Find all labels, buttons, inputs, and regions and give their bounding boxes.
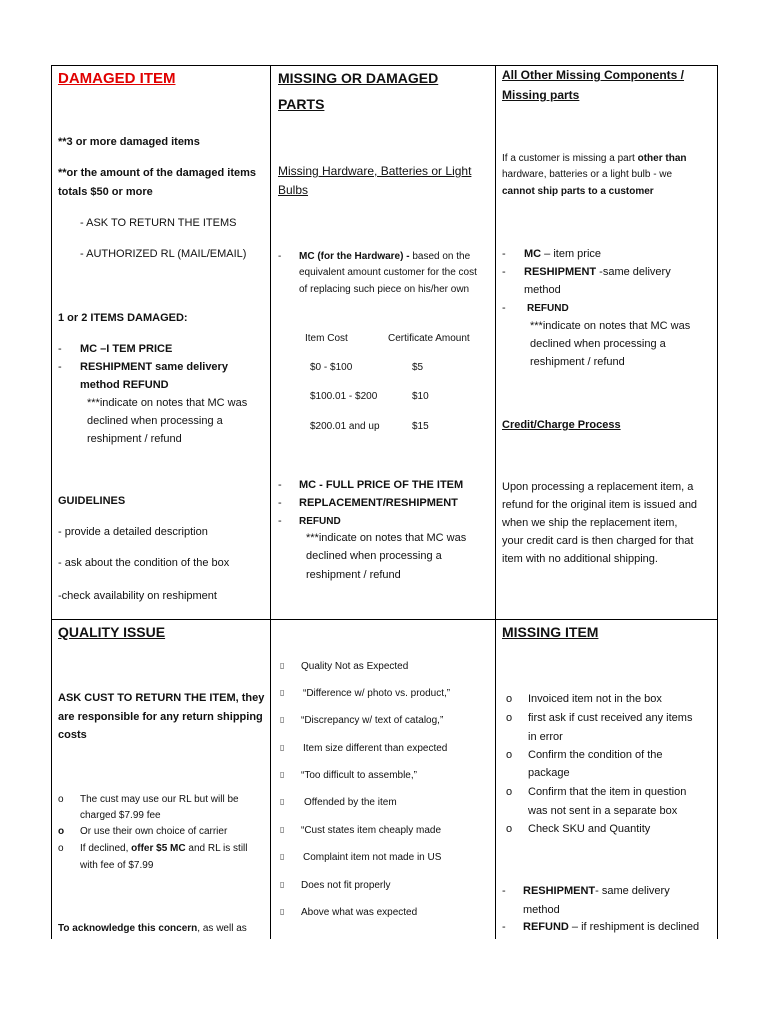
other-note-cont2: reshipment / refund [530,356,625,368]
guideline-2: - ask about the condition of the box [58,557,230,569]
quality-option-3-rest: and RL is still [185,843,248,854]
other-intro-line [502,153,687,164]
list-dash: - [278,497,282,509]
reason-item: “Too difficult to assemble,” [301,770,417,781]
damaged-rule-1: **3 or more damaged items [58,136,200,148]
reason-item: Offended by the item [304,797,397,808]
missing-step-2-cont: in error [528,731,563,743]
mc-full-price-line: MC - FULL PRICE OF THE ITEM [299,479,464,491]
reason-item: Complaint item not made in US [303,852,442,863]
damaged-item-title: DAMAGED ITEM [58,70,176,87]
checkbox-icon: ▯ [280,825,285,834]
bullet-icon: o [506,749,513,761]
mc-hardware-label: MC (for the Hardware) - [299,251,410,262]
damaged-mc-line: MC –I TEM PRICE [80,343,173,355]
reason-item: Quality Not as Expected [301,661,409,672]
other-intro-line-3: cannot ship parts to a customer [502,186,654,197]
quality-option-1-cont: charged $7.99 fee [80,810,161,821]
other-mc-rest: – item price [541,248,602,260]
missing-refund-line [523,921,699,933]
missing-step-1: Invoiced item not in the box [528,693,662,705]
refund-line: REFUND [299,516,341,527]
missing-step-4-cont: was not sent in a separate box [528,805,678,817]
reason-item: Does not fit properly [301,880,391,891]
other-missing-title-cont: Missing parts [502,88,580,102]
certificate-amount-cell: $10 [412,391,429,402]
other-missing-title: All Other Missing Components / [502,68,685,82]
guideline-3: -check availability on reshipment [58,590,217,602]
credit-text-1: Upon processing a replacement item, a [502,481,694,493]
credit-text-3: when we ship the replacement item, [502,517,678,529]
quality-ask-line-3: costs [58,729,87,741]
other-reshipment-line [524,266,671,278]
missing-item-title: MISSING ITEM [502,624,599,640]
quality-ask-line: ASK CUST TO RETURN THE ITEM, they [58,692,265,704]
bullet-icon: o [58,794,64,805]
list-dash: - [58,361,62,373]
other-reshipment-rest: -same delivery [596,266,671,278]
checkbox-icon: ▯ [280,880,285,889]
damaged-note-cont2: reshipment / refund [87,433,182,445]
quality-option-3-cont: with fee of $7.99 [80,860,154,871]
missing-reshipment-line [523,885,670,897]
mc-hardware-line-3: of replacing such piece on his/her own [299,284,470,295]
quality-option-3-bold: offer $5 MC [131,843,186,854]
table-border-top [51,65,718,66]
certificate-amount-header: Certificate Amount [388,333,470,344]
list-dash: - [502,248,506,260]
table-divider-1 [270,65,271,939]
checkbox-icon: ▯ [280,688,285,697]
bullet-icon: o [506,823,513,835]
list-dash: - [278,515,282,527]
quality-ask-line-2: are responsible for any return shipping [58,711,263,723]
other-intro-line-2: hardware, batteries or a light bulb - we [502,169,673,180]
quality-issue-title: QUALITY ISSUE [58,624,166,640]
parts-note-cont2: reshipment / refund [306,569,401,581]
missing-reshipment-label: RESHIPMENT [523,885,596,897]
bullet-icon: o [506,786,513,798]
missing-parts-title: MISSING OR DAMAGED [278,70,439,86]
quality-acknowledge-bold: To acknowledge this concern [58,923,198,934]
mc-hardware-line-2: equivalent amount customer for the cost [299,267,477,278]
quality-option-1: The cust may use our RL but will be [80,794,239,805]
damaged-reshipment-line-cont: method REFUND [80,379,169,391]
reason-item: Above what was expected [301,907,418,918]
replacement-line: REPLACEMENT/RESHIPMENT [299,497,458,509]
other-mc-label: MC [524,248,542,260]
checkbox-icon: ▯ [280,852,285,861]
missing-reshipment-rest: - same delivery [595,885,670,897]
item-cost-cell: $0 - $100 [310,362,353,373]
missing-refund-rest: – if reshipment is declined [568,921,700,933]
damaged-one-two-heading: 1 or 2 ITEMS DAMAGED: [58,312,188,324]
item-cost-header: Item Cost [305,333,348,344]
certificate-amount-cell: $15 [412,421,429,432]
other-mc-line [524,248,601,260]
list-dash: - [502,302,506,314]
list-dash: - [502,921,506,933]
missing-refund-label: REFUND [523,921,569,933]
guidelines-heading: GUIDELINES [58,495,126,507]
reason-item: Item size different than expected [303,743,448,754]
quality-acknowledge-rest: , as well as [197,923,247,934]
checkbox-icon: ▯ [280,743,285,752]
other-note-cont: declined when processing a [530,338,666,350]
quality-acknowledge-line [58,923,247,934]
bullet-icon: o [58,843,64,854]
certificate-amount-cell: $5 [412,362,424,373]
missing-hardware-subtitle-cont: Bulbs [278,183,309,197]
table-border-left [51,65,52,939]
checkbox-icon: ▯ [280,797,285,806]
other-refund-line: REFUND [527,303,569,314]
damaged-authorized-rl: - AUTHORIZED RL (MAIL/EMAIL) [80,248,247,260]
checkbox-icon: ▯ [280,770,285,779]
quality-option-3 [80,843,247,854]
list-dash: - [278,251,282,262]
credit-text-4: your credit card is then charged for that [502,535,694,547]
bullet-icon: o [506,693,513,705]
list-dash: - [502,266,506,278]
other-intro-bold: other than [637,153,687,164]
list-dash: - [58,343,62,355]
missing-parts-title-cont: PARTS [278,96,325,112]
parts-note-cont: declined when processing a [306,550,442,562]
credit-text-2: refund for the original item is issued and [502,499,698,511]
other-reshipment-label: RESHIPMENT [524,266,597,278]
missing-step-3-cont: package [528,767,570,779]
missing-step-4: Confirm that the item in question [528,786,687,798]
damaged-rule-2: **or the amount of the damaged items [58,167,257,179]
quality-option-3-pre: If declined, [80,843,132,854]
damaged-note: ***indicate on notes that MC was [87,397,248,409]
damaged-reshipment-line: RESHIPMENT same delivery [80,361,228,373]
parts-note: ***indicate on notes that MC was [306,532,467,544]
mc-hardware-line [299,251,470,262]
missing-reshipment-cont: method [523,904,560,916]
other-reshipment-line-cont: method [524,284,561,296]
table-row-divider [51,619,718,620]
reason-item: “Cust states item cheaply made [301,825,442,836]
table-border-right [717,65,718,939]
missing-step-2: first ask if cust received any items [528,712,693,724]
missing-hardware-subtitle: Missing Hardware, Batteries or Light [278,164,472,178]
credit-text-5: item with no additional shipping. [502,553,658,565]
damaged-rule-2-cont: totals $50 or more [58,186,153,198]
other-intro-pre: If a customer is missing a part [502,153,638,164]
list-dash: - [278,479,282,491]
checkbox-icon: ▯ [280,661,285,670]
list-dash: - [502,885,506,897]
credit-charge-heading: Credit/Charge Process [502,419,621,431]
missing-step-5: Check SKU and Quantity [528,823,651,835]
table-divider-2 [495,65,496,939]
missing-step-3: Confirm the condition of the [528,749,663,761]
reason-item: “Difference w/ photo vs. product,” [303,688,451,699]
reason-item: “Discrepancy w/ text of catalog,” [301,715,444,726]
mc-hardware-rest: based on the [409,251,471,262]
other-note: ***indicate on notes that MC was [530,320,691,332]
guideline-1: - provide a detailed description [58,526,208,538]
item-cost-cell: $100.01 - $200 [310,391,378,402]
bullet-icon: o [506,712,513,724]
quality-option-2: Or use their own choice of carrier [80,826,228,837]
checkbox-icon: ▯ [280,907,285,916]
damaged-note-cont: declined when processing a [87,415,223,427]
damaged-ask-return: - ASK TO RETURN THE ITEMS [80,217,237,229]
checkbox-icon: ▯ [280,715,285,724]
item-cost-cell: $200.01 and up [310,421,380,432]
bullet-icon: o [58,826,65,837]
